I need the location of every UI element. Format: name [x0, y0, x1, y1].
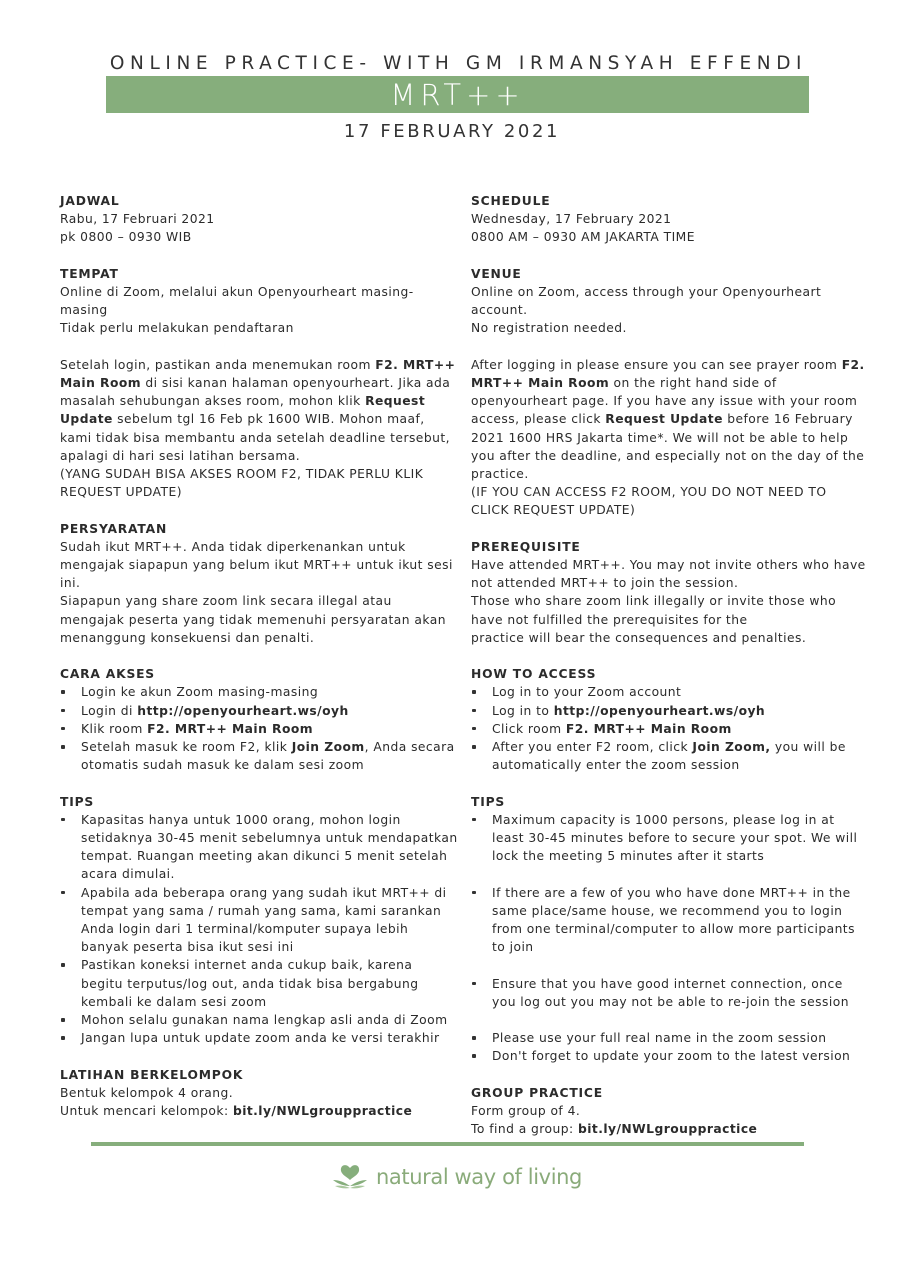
section-heading: HOW TO ACCESS — [471, 667, 597, 682]
list-item: Don't forget to update your zoom to the latest version — [471, 1047, 866, 1065]
footer-divider — [91, 1142, 804, 1146]
list-item: Log in to your Zoom account — [471, 683, 866, 701]
venue-line: Online di Zoom, melalui akun Openyourheart masing-masing — [60, 285, 414, 318]
list-item: Pastikan koneksi internet anda cukup baik, karena begitu terputus/log out, anda tidak bisa bergabung kembali ke dalam sesi zoom — [60, 956, 458, 1011]
lotus-heart-icon — [330, 1162, 370, 1192]
section-heading: GROUP PRACTICE — [471, 1085, 603, 1100]
schedule-section — [60, 192, 458, 247]
schedule-date: Wednesday, 17 February 2021 — [471, 212, 672, 227]
prereq-text: Sudah ikut MRT++. Anda tidak diperkenankan untuk mengajak siapapun yang belum ikut MRT++ untuk ikut sesi ini. — [60, 539, 453, 591]
venue-section — [60, 265, 458, 502]
section-heading: LATIHAN BERKELOMPOK — [60, 1067, 244, 1082]
event-date: 17 FEBRUARY 2021 — [343, 121, 561, 142]
list-item: After you enter F2 room, click Join Zoom, you will be automatically enter the zoom session — [471, 738, 866, 774]
group-text: To find a group: bit.ly/NWLgrouppractice — [471, 1122, 758, 1137]
brand-logo — [330, 1160, 582, 1194]
prereq-text: practice will bear the consequences and penalties. — [471, 630, 807, 645]
prereq-text: Those who share zoom link illegally or invite those who have not fulfilled the prerequisites for the — [471, 594, 837, 627]
venue-note: (YANG SUDAH BISA AKSES ROOM F2, TIDAK PERLU KLIK REQUEST UPDATE) — [60, 467, 424, 500]
request-update-label: Request Update — [605, 412, 723, 427]
oyh-link[interactable]: http://openyourheart.ws/oyh — [137, 703, 349, 718]
tips-section — [60, 793, 458, 1048]
group-section — [60, 1066, 458, 1121]
schedule-time: pk 0800 – 0930 WIB — [60, 230, 192, 245]
list-item: Maximum capacity is 1000 persons, please log in at least 30-45 minutes before to secure your spot. We will lock the meeting 5 minutes after it starts — [471, 811, 866, 866]
event-title-band — [106, 76, 809, 113]
section-heading: VENUE — [471, 266, 522, 281]
schedule-date: Rabu, 17 Februari 2021 — [60, 212, 215, 227]
group-text: Bentuk kelompok 4 orang. — [60, 1085, 234, 1100]
venue-line: Online on Zoom, access through your Openyourheart account. — [471, 285, 822, 318]
room-name: F2. MRT++ Main Room — [60, 357, 456, 390]
group-text: Form group of 4. — [471, 1104, 581, 1119]
group-section — [471, 1084, 866, 1139]
list-item: Klik room F2. MRT++ Main Room — [60, 720, 458, 738]
event-title: MRT++ — [390, 78, 525, 112]
prereq-text: Have attended MRT++. You may not invite others who have not attended MRT++ to join the session. — [471, 558, 866, 591]
room-name: F2. MRT++ Main Room — [471, 357, 865, 390]
list-item: Log in to http://openyourheart.ws/oyh — [471, 702, 866, 720]
venue-line: Tidak perlu melakukan pendaftaran — [60, 321, 294, 336]
section-heading: JADWAL — [60, 194, 120, 208]
venue-instructions: Setelah login, pastikan anda menemukan room F2. MRT++ Main Room di sisi kanan halaman openyourheart. Jika ada masalah sehubungan akses room, mohon klik Request Update sebelum tgl 16 Feb pk 1600 WIB. Mohon maaf, kami tidak bisa membantu anda setelah deadline tersebut, apalagi di hari sesi latihan bersama. — [60, 357, 456, 463]
list-item: Setelah masuk ke room F2, klik Join Zoom, Anda secara otomatis sudah masuk ke dalam sesi zoom — [60, 738, 458, 774]
section-heading: SCHEDULE — [471, 194, 551, 208]
list-item: Mohon selalu gunakan nama lengkap asli anda di Zoom — [60, 1011, 458, 1029]
access-section — [471, 665, 866, 774]
prereq-text: Siapapun yang share zoom link secara illegal atau mengajak peserta yang tidak memenuhi persyaratan akan menanggung konsekuensi dan penalti. — [60, 594, 446, 645]
oyh-link[interactable]: http://openyourheart.ws/oyh — [553, 703, 766, 718]
venue-line: No registration needed. — [471, 321, 627, 336]
section-heading: PERSYARATAN — [60, 521, 168, 536]
list-item: Click room F2. MRT++ Main Room — [471, 720, 866, 738]
section-heading: CARA AKSES — [60, 667, 155, 682]
list-item: Login di http://openyourheart.ws/oyh — [60, 702, 458, 720]
schedule-time: 0800 AM – 0930 AM JAKARTA TIME — [471, 230, 695, 245]
event-subtitle: ONLINE PRACTICE- WITH GM IRMANSYAH EFFENDI — [109, 53, 808, 74]
list-item: Kapasitas hanya untuk 1000 orang, mohon login setidaknya 30-45 menit sebelumnya untuk mendapatkan tempat. Ruangan meeting akan dikunci 5 menit setelah acara dimulai. — [60, 811, 458, 884]
section-heading: TEMPAT — [60, 266, 119, 281]
logo-text: natural way of living — [376, 1165, 582, 1189]
column-indonesian — [60, 192, 458, 1138]
list-item: If there are a few of you who have done MRT++ in the same place/same house, we recommend you to login from one terminal/computer to allow more participants to join — [471, 884, 866, 957]
schedule-section — [471, 192, 866, 247]
column-english — [471, 192, 866, 1157]
section-heading: TIPS — [60, 794, 95, 809]
venue-section — [471, 265, 866, 520]
venue-instructions: After logging in please ensure you can see prayer room F2. MRT++ Main Room on the right hand side of openyourheart page. If you have any issue with your room access, please click Request Update before 16 February 2021 1600 HRS Jakarta time*. We will not be able to help you after the deadline, and especially not on the day of the practice. — [471, 357, 865, 482]
prereq-section — [60, 520, 458, 647]
list-item: Ensure that you have good internet connection, once you log out you may not be able to re-join the session — [471, 975, 866, 1011]
group-text: Untuk mencari kelompok: bit.ly/NWLgrouppractice — [60, 1104, 413, 1119]
section-heading: TIPS — [471, 794, 506, 809]
group-link[interactable]: bit.ly/NWLgrouppractice — [232, 1104, 413, 1119]
request-update-label: Request Update — [60, 394, 426, 427]
access-section — [60, 665, 458, 774]
group-link[interactable]: bit.ly/NWLgrouppractice — [577, 1122, 758, 1137]
venue-note: (IF YOU CAN ACCESS F2 ROOM, YOU DO NOT NEED TO CLICK REQUEST UPDATE) — [471, 485, 827, 518]
prereq-section — [471, 538, 866, 647]
list-item: Jangan lupa untuk update zoom anda ke versi terakhir — [60, 1029, 458, 1047]
section-heading: PREREQUISITE — [471, 539, 581, 554]
list-item: Apabila ada beberapa orang yang sudah ikut MRT++ di tempat yang sama / rumah yang sama, kami sarankan Anda login dari 1 terminal/komputer supaya lebih banyak peserta bisa ikut sesi ini — [60, 884, 458, 957]
list-item: Please use your full real name in the zoom session — [471, 1029, 866, 1047]
tips-section — [471, 793, 866, 1066]
list-item: Login ke akun Zoom masing-masing — [60, 683, 458, 701]
